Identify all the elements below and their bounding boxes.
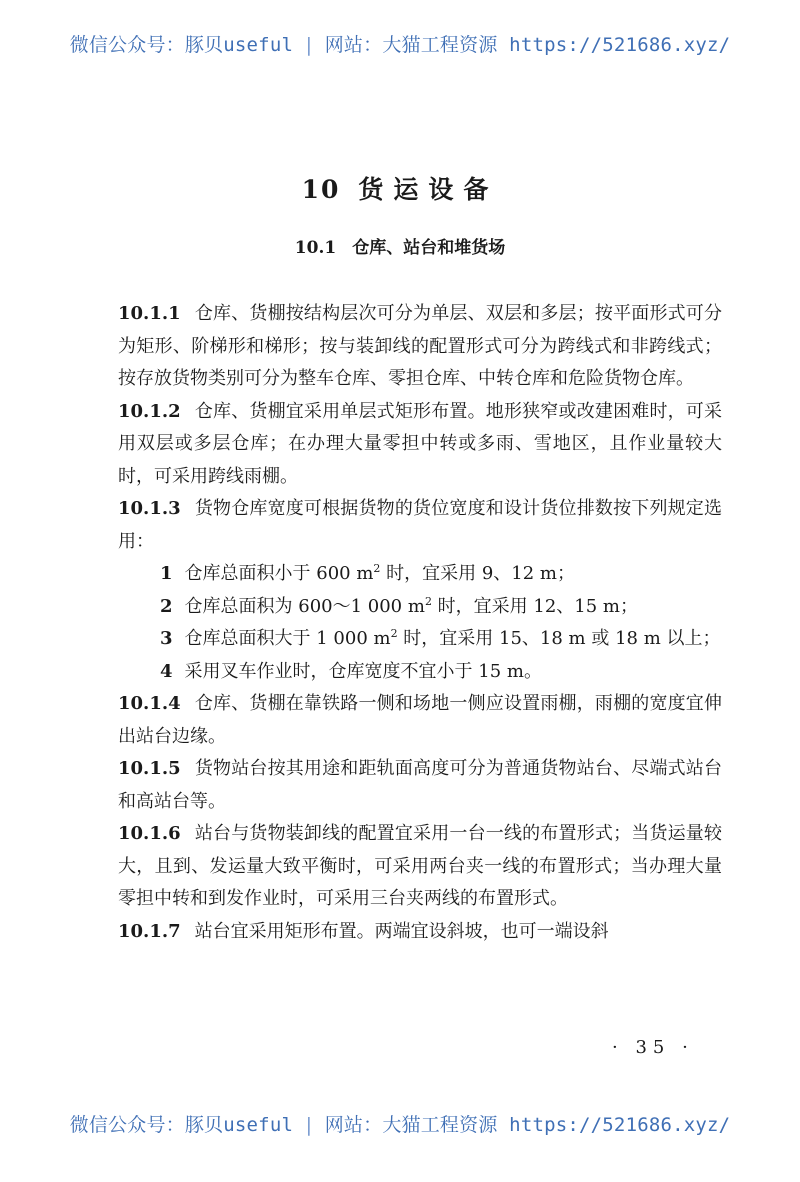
clause-text: 仓库、货棚宜采用单层式矩形布置。地形狭窄或改建困难时，可采用双层或多层仓库；在办理大量零担中转或多雨、雪地区，且作业量较大时，可采用跨线雨棚。 xyxy=(118,400,722,487)
item-text-tail: 时，宜采用 15、18 m 或 18 m 以上； xyxy=(397,628,721,649)
item-number: 1 xyxy=(160,563,173,584)
clause-text: 货物站台按其用途和距轨面高度可分为普通货物站台、尽端式站台和高站台等。 xyxy=(118,758,722,812)
clause-10-1-2 xyxy=(118,396,722,494)
clause-text: 站台宜采用矩形布置。两端宜设斜坡，也可一端设斜 xyxy=(194,920,609,942)
clause-10-1-5 xyxy=(118,753,722,818)
document-body xyxy=(118,298,722,948)
list-item xyxy=(118,558,722,591)
watermark-bottom xyxy=(0,1110,800,1137)
clause-text: 仓库、货棚在靠铁路一侧和场地一侧应设置雨棚，雨棚的宽度宜伸出站台边缘。 xyxy=(118,693,722,747)
clause-text: 货物仓库宽度可根据货物的货位宽度和设计货位排数按下列规定选用： xyxy=(118,498,722,552)
clause-number: 10.1.4 xyxy=(118,693,181,714)
item-number: 4 xyxy=(160,660,173,682)
clause-number: 10.1.6 xyxy=(118,823,181,844)
chapter-title xyxy=(0,170,800,206)
clause-10-1-3 xyxy=(118,493,722,558)
item-text: 仓库总面积小于 600 m xyxy=(184,563,374,584)
chapter-name: 货运设备 xyxy=(358,175,499,204)
clause-text: 站台与货物装卸线的配置宜采用一台一线的布置形式；当货运量较大，且到、发运量大致平衡时，可采用两台夹一线的布置形式；当办理大量零担中转和到发作业时，可采用三台夹两线的布置形式。 xyxy=(118,823,722,909)
chapter-number: 10 xyxy=(301,175,341,204)
superscript: 2 xyxy=(373,562,381,575)
superscript: 2 xyxy=(424,594,432,608)
page-number: · 35 · xyxy=(612,1037,694,1058)
list-item xyxy=(118,656,722,689)
item-number: 2 xyxy=(160,595,173,617)
item-text-tail: 时，宜采用 9、12 m； xyxy=(380,563,575,584)
clause-number: 10.1.3 xyxy=(118,498,181,519)
watermark-wechat: 微信公众号：豚贝useful xyxy=(69,1114,294,1136)
item-text: 仓库总面积为 600～1 000 m xyxy=(184,595,425,617)
item-text: 仓库总面积大于 1 000 m xyxy=(184,628,391,649)
list-item xyxy=(118,623,722,656)
superscript: 2 xyxy=(390,627,398,640)
section-number: 10.1 xyxy=(294,238,337,258)
watermark-separator: | xyxy=(303,1114,315,1136)
item-number: 3 xyxy=(160,628,173,649)
watermark-wechat: 微信公众号：豚贝useful xyxy=(69,34,294,56)
watermark-separator: | xyxy=(303,34,315,56)
clause-number: 10.1.7 xyxy=(118,920,181,942)
section-name: 仓库、站台和堆货场 xyxy=(352,238,506,258)
clause-number: 10.1.2 xyxy=(118,400,181,422)
clause-number: 10.1.5 xyxy=(118,758,181,779)
clause-text: 仓库、货棚按结构层次可分为单层、双层和多层；按平面形式可分为矩形、阶梯形和梯形；按与装卸线的配置形式可分为跨线式和非跨线式；按存放货物类别可分为整车仓库、零担仓库、中转仓库和危险货物仓库。 xyxy=(118,303,722,389)
watermark-top xyxy=(0,30,800,57)
list-item xyxy=(118,591,722,624)
clause-10-1-1 xyxy=(118,298,722,396)
clause-10-1-6 xyxy=(118,818,722,916)
watermark-website: 网站：大猫工程资源 https://521686.xyz/ xyxy=(324,34,731,56)
clause-10-1-4 xyxy=(118,688,722,753)
item-text: 采用叉车作业时，仓库宽度不宜小于 15 m。 xyxy=(184,660,542,682)
section-title xyxy=(0,233,800,258)
clause-10-1-7 xyxy=(118,916,722,949)
clause-number: 10.1.1 xyxy=(118,303,181,324)
item-text-tail: 时，宜采用 12、15 m； xyxy=(431,595,638,617)
watermark-website: 网站：大猫工程资源 https://521686.xyz/ xyxy=(324,1114,731,1136)
